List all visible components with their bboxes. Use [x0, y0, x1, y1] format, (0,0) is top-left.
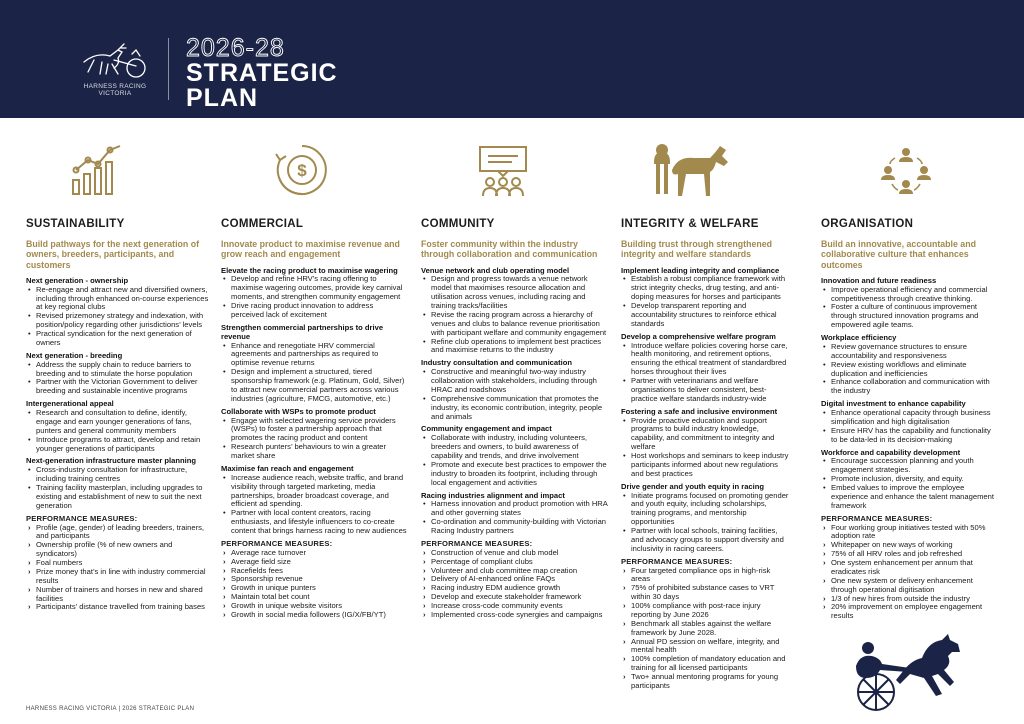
- list-item: • Research punters’ behaviours to win a greater market share: [221, 443, 407, 461]
- measure-item: › Average race turnover: [221, 549, 407, 558]
- dollar-coin-icon: [274, 142, 330, 198]
- list-item: • Develop and refine HRV’s racing offering to maximise wagering outcomes, provide key carnival moments, and strengthen community engagement: [221, 275, 407, 302]
- section-list: [26, 409, 210, 453]
- column-community: [421, 218, 609, 620]
- section-list: [26, 361, 210, 397]
- section-title: Venue network and club operating model: [421, 265, 570, 275]
- performance-measures-title: PERFORMANCE MEASURES:: [26, 513, 138, 523]
- list-item: • Increase audience reach, website traffic, and brand visibility through targeted marketing, media partnerships, broader broadcast coverage, and efficient ad spending.: [221, 474, 407, 510]
- column-heading: INTEGRITY & WELFARE: [621, 218, 759, 230]
- measure-item: › Four targeted compliance ops in high-risk areas: [621, 567, 791, 585]
- title-plan: PLAN: [186, 84, 259, 112]
- list-item: • Constructive and meaningful two-way industry collaboration with stakeholders, including through HRAC and roadshows: [421, 368, 609, 395]
- section-list: [621, 275, 791, 328]
- list-item: • Develop transparent reporting and accountability structures to reinforce ethical standards: [621, 302, 791, 329]
- list-item: • Refine club operations to implement best practices and maximise returns to the industry: [421, 338, 609, 356]
- performance-measures-title: PERFORMANCE MEASURES:: [621, 556, 733, 566]
- section-title: Next generation - breeding: [26, 350, 123, 360]
- measure-item: › Implemented cross-code synergies and campaigns: [421, 611, 609, 620]
- section-list: [421, 500, 609, 536]
- list-item: • Review governance structures to ensure accountability and responsiveness: [821, 343, 999, 361]
- list-item: • Review existing workflows and eliminate duplication and inefficiencies: [821, 361, 999, 379]
- list-item: • Provide proactive education and support programs to build industry knowledge, capability, and commitment to integrity and welfare: [621, 417, 791, 453]
- measure-item: › Racefields fees: [221, 567, 407, 576]
- list-item: • Enhance collaboration and communication with the industry: [821, 378, 999, 396]
- section-title: Strengthen commercial partnerships to drive revenue: [221, 322, 384, 341]
- measure-item: › Percentage of compliant clubs: [421, 558, 609, 567]
- list-item: • Revised prizemoney strategy and indexation, with position/policy regarding other jurisdictions’ levels: [26, 312, 210, 330]
- section-title: Develop a comprehensive welfare program: [621, 331, 776, 341]
- list-item: • Enhance and renegotiate HRV commercial agreements and partnerships as required to optimise revenue returns: [221, 342, 407, 369]
- measure-item: › Foal numbers: [26, 559, 210, 568]
- section-title: Intergenerational appeal: [26, 399, 114, 409]
- section-title: Maximise fan reach and engagement: [221, 463, 354, 473]
- section-list: [821, 343, 999, 396]
- list-item: • Engage with selected wagering service providers (WSPs) to foster a partnership approach that promotes the racing product and content: [221, 417, 407, 444]
- header-banner: [0, 0, 1024, 118]
- section-list: [26, 466, 210, 510]
- measure-item: › Annual PD session on welfare, integrity, and mental health: [621, 638, 791, 656]
- section-list: [621, 417, 791, 479]
- list-item: • Co-ordination and community-building with Victorian Racing Industry partners: [421, 518, 609, 536]
- measure-item: › 75% of all HRV roles and job refreshed: [821, 550, 999, 559]
- list-item: • Initiate programs focused on promoting gender and youth equity, including scholarships, training programs, and mentorship opportunities: [621, 492, 791, 528]
- list-item: • Collaborate with industry, including volunteers, breeders and owners, to build awareness of capability and trends, and drive involvement: [421, 434, 609, 461]
- section-list: [421, 434, 609, 487]
- list-item: • Partner with the Victorian Government to deliver breeding and sustainable incentive programs: [26, 378, 210, 396]
- horse-icon: [650, 142, 734, 200]
- list-item: • Revise the racing program across a hierarchy of venues and clubs to balance revenue prioritisation with participant welfare and community engagement: [421, 311, 609, 338]
- section-list: [421, 275, 609, 355]
- list-item: • Partner with local content creators, racing enthusiasts, and lifestyle influencers to co-create content that brings harness racing to new audiences: [221, 509, 407, 536]
- column-heading: COMMERCIAL: [221, 218, 304, 230]
- section-title: Racing industries alignment and impact: [421, 490, 565, 500]
- section-list: [221, 474, 407, 536]
- measure-item: › Growth in social media followers (IG/X/FB/YT): [221, 611, 407, 620]
- list-item: • Re-engage and attract new and diversified owners, including through enhanced on-course experiences at key regional clubs: [26, 286, 210, 313]
- measure-item: › Whitepaper on new ways of working: [821, 541, 999, 550]
- column-heading: ORGANISATION: [821, 218, 914, 230]
- column-body: [421, 267, 609, 620]
- measure-item: › Volunteer and club committee map creation: [421, 567, 609, 576]
- performance-measures-title: PERFORMANCE MEASURES:: [821, 513, 933, 523]
- list-item: • Design and implement a structured, tiered sponsorship framework (e.g. Platinum, Gold, Silver) to attract new commercial partners across various industries (agriculture, FMCG, automotive, etc.): [221, 368, 407, 404]
- list-item: • Comprehensive communication that promotes the industry, its economic contribution, integrity, people and animals: [421, 395, 609, 422]
- measure-item: › 20% improvement on employee engagement results: [821, 603, 999, 621]
- list-item: • Training facility masterplan, including upgrades to existing and establishment of new to suit the next generation: [26, 484, 210, 511]
- performance-measures-title: PERFORMANCE MEASURES:: [421, 538, 533, 548]
- measure-item: › Number of trainers and horses in new and shared facilities: [26, 586, 210, 604]
- column-body: [26, 277, 210, 613]
- measure-item: › Participants’ distance travelled from training bases: [26, 603, 210, 612]
- section-list: [26, 286, 210, 348]
- list-item: • Drive racing product innovation to address perceived lack of excitement: [221, 302, 407, 320]
- measure-item: › 100% completion of mandatory education and training for all licensed participants: [621, 655, 791, 673]
- list-item: • Partner with local schools, training facilities, and advocacy groups to support diversity and inclusivity in racing careers.: [621, 527, 791, 554]
- list-item: • Foster a culture of continuous improvement through structured innovation programs and empowered agile teams.: [821, 303, 999, 330]
- measure-item: › Two+ annual mentoring programs for young participants: [621, 673, 791, 691]
- hrv-logo: [70, 40, 160, 95]
- section-list: [621, 342, 791, 404]
- list-item: • Introduce welfare policies covering horse care, health monitoring, and retirement options, ensuring the ethical treatment of standardbred horses throughout their lives: [621, 342, 791, 378]
- harness-racing-silhouette-icon: [836, 634, 986, 714]
- list-item: • Introduce programs to attract, develop and retain younger generations of participants: [26, 436, 210, 454]
- svg-text:$: $: [297, 161, 307, 180]
- column-body: [821, 277, 999, 621]
- section-title: Next-generation infrastructure master planning: [26, 456, 197, 466]
- measure-item: › Racing industry EDM audience growth: [421, 584, 609, 593]
- list-item: • Practical syndication for the next generation of owners: [26, 330, 210, 348]
- measure-item: › Construction of venue and club model: [421, 549, 609, 558]
- measure-item: › Profile (age, gender) of leading breeders, trainers, and participants: [26, 524, 210, 542]
- measure-item: › One new system or delivery enhancement through operational digitisation: [821, 577, 999, 595]
- performance-measures-list: [621, 567, 791, 691]
- list-item: • Improve operational efficiency and commercial competitiveness through creative thinking.: [821, 286, 999, 304]
- community-speech-icon: [476, 144, 530, 198]
- column-subtitle: Building trust through strengthened integrity and welfare standards: [621, 239, 772, 260]
- list-item: • Promote inclusion, diversity, and equity.: [821, 475, 999, 484]
- list-item: • Enhance operational capacity through business simplification and high digitalisation: [821, 409, 999, 427]
- section-title: Fostering a safe and inclusive environment: [621, 406, 778, 416]
- column-integrity-welfare: [621, 218, 791, 691]
- section-list: [821, 286, 999, 330]
- growth-chart-icon: [70, 142, 126, 196]
- measure-item: › 100% compliance with post-race injury reporting by June 2026: [621, 602, 791, 620]
- section-title: Workplace efficiency: [821, 333, 897, 343]
- column-subtitle: Build pathways for the next generation of owners, breeders, participants, and customers: [26, 239, 200, 270]
- performance-measures-title: PERFORMANCE MEASURES:: [221, 538, 333, 548]
- title-strategic: STRATEGIC: [186, 59, 338, 87]
- section-list: [621, 492, 791, 554]
- performance-measures-list: [421, 549, 609, 620]
- list-item: • Partner with veterinarians and welfare organisations to deliver consistent, best-practice welfare standards industry-wide: [621, 377, 791, 404]
- harness-horse-logo-icon: [74, 40, 156, 80]
- section-title: Elevate the racing product to maximise wagering: [221, 265, 398, 275]
- section-title: Community engagement and impact: [421, 424, 552, 434]
- column-subtitle: Foster community within the industry through collaboration and communication: [421, 239, 598, 260]
- section-title: Drive gender and youth equity in racing: [621, 481, 765, 491]
- section-title: Digital investment to enhance capability: [821, 399, 966, 409]
- organisation-people-icon: [878, 146, 934, 198]
- measure-item: › 1/3 of new hires from outside the industry: [821, 595, 999, 604]
- title-years: 2026-28: [186, 34, 285, 62]
- measure-item: › Prize money that’s in line with industry commercial results: [26, 568, 210, 586]
- measure-item: › Ownership profile (% of new owners and syndicators): [26, 541, 210, 559]
- section-title: Implement leading integrity and compliance: [621, 265, 780, 275]
- section-title: Workforce and capability development: [821, 447, 961, 457]
- list-item: • Host workshops and seminars to keep industry participants informed about new regulations and best practices: [621, 452, 791, 479]
- measure-item: › Growth in unique website visitors: [221, 602, 407, 611]
- column-body: [221, 267, 407, 620]
- measure-item: › Four working group initiatives tested with 50% adoption rate: [821, 524, 999, 542]
- measure-item: › Benchmark all stables against the welfare framework by June 2028.: [621, 620, 791, 638]
- section-list: [221, 342, 407, 404]
- performance-measures-list: [26, 524, 210, 613]
- section-title: Collaborate with WSPs to promote product: [221, 406, 376, 416]
- section-list: [821, 457, 999, 510]
- list-item: • Research and consultation to define, identify, engage and earn younger generations of fans, punters and general community members: [26, 409, 210, 436]
- column-commercial: [221, 218, 407, 620]
- section-title: Industry consultation and communication: [421, 358, 573, 368]
- performance-measures-list: [821, 524, 999, 622]
- header-divider: [168, 38, 169, 100]
- measure-item: › Delivery of AI-enhanced online FAQs: [421, 575, 609, 584]
- column-organisation: [821, 218, 999, 621]
- list-item: • Address the supply chain to reduce barriers to breeding and to stimulate the horse population: [26, 361, 210, 379]
- list-item: • Encourage succession planning and youth engagement strategies.: [821, 457, 999, 475]
- column-sustainability: [26, 218, 210, 612]
- section-title: Next generation - ownership: [26, 275, 129, 285]
- page-title: [186, 36, 338, 111]
- measure-item: › One system enhancement per annum that eradicates risk: [821, 559, 999, 577]
- measure-item: › Increase cross-code community events: [421, 602, 609, 611]
- footer-text: HARNESS RACING VICTORIA | 2026 STRATEGIC PLAN: [26, 706, 195, 712]
- measure-item: › Develop and execute stakeholder framework: [421, 593, 609, 602]
- measure-item: › Sponsorship revenue: [221, 575, 407, 584]
- list-item: • Ensure HRV has the capability and functionality to be data-led in its decision-making: [821, 427, 999, 445]
- column-body: [621, 267, 791, 691]
- list-item: • Design and progress towards a venue network model that maximises resource allocation and utilisation across venues, including racing and training tracks/facilities: [421, 275, 609, 311]
- logo-text: HARNESS RACING VICTORIA: [83, 83, 147, 97]
- column-subtitle: Build an innovative, accountable and collaborative culture that enhances outcomes: [821, 239, 976, 270]
- measure-item: › 75% of prohibited substance cases to VRT within 30 days: [621, 584, 791, 602]
- performance-measures-list: [221, 549, 407, 620]
- list-item: • Embed values to improve the employee experience and enhance the talent management framework: [821, 484, 999, 511]
- measure-item: › Average field size: [221, 558, 407, 567]
- section-title: Innovation and future readiness: [821, 275, 937, 285]
- list-item: • Harness innovation and product promotion with HRA and other governing states: [421, 500, 609, 518]
- list-item: • Promote and execute best practices to empower the industry to broaden its footprint, including through local engagement and activities: [421, 461, 609, 488]
- section-list: [821, 409, 999, 445]
- measure-item: › Maintain total bet count: [221, 593, 407, 602]
- section-list: [221, 275, 407, 319]
- section-list: [221, 417, 407, 461]
- section-list: [421, 368, 609, 421]
- column-heading: COMMUNITY: [421, 218, 495, 230]
- column-heading: SUSTAINABILITY: [26, 218, 125, 230]
- list-item: • Cross-industry consultation for infrastructure, including training centres: [26, 466, 210, 484]
- list-item: • Establish a robust compliance framework with strict integrity checks, drug testing, and anti-doping measures for horses and participants: [621, 275, 791, 302]
- measure-item: › Growth in unique punters: [221, 584, 407, 593]
- column-subtitle: Innovate product to maximise revenue and grow reach and engagement: [221, 239, 400, 260]
